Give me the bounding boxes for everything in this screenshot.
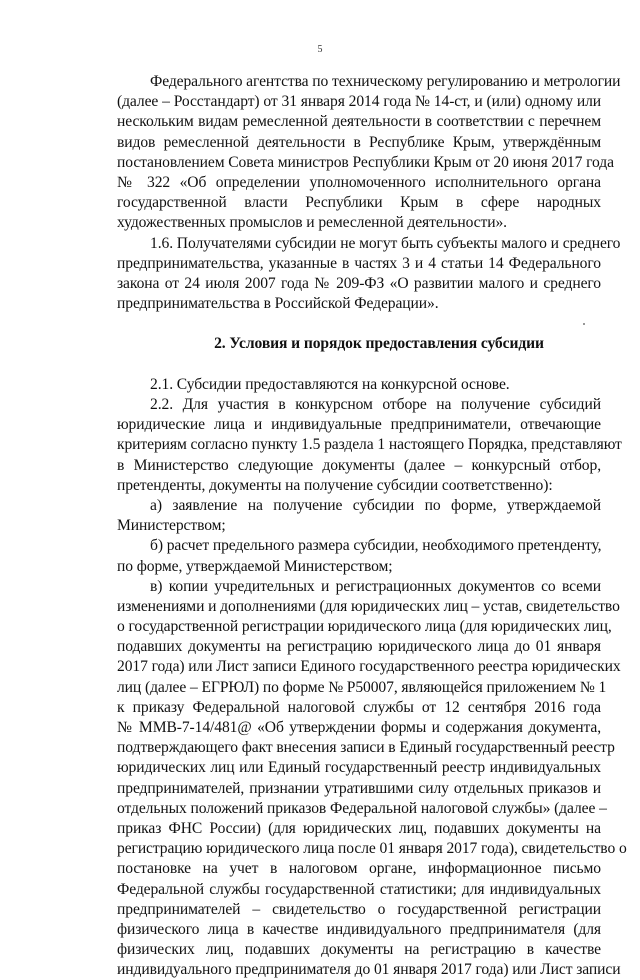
text-line: предпринимателей – свидетельство о государственной регистрации — [117, 900, 601, 918]
text-line: по форме, утверждаемой Министерством; — [117, 557, 393, 575]
document-body — [117, 72, 627, 980]
text-line: 2.2. Для участия в конкурсном отборе на получение субсидий — [150, 396, 601, 413]
text-line: регистрацию юридического лица после 01 января 2017 года), свидетельство о — [117, 840, 627, 858]
text-line: предпринимательства, указанные в частях 3 и 4 статьи 14 Федерального — [117, 254, 601, 272]
text-line: физических лиц, подавших документы на регистрацию в качестве — [117, 941, 601, 959]
text-line: постановке на учет в налоговом органе, информационное письмо — [117, 860, 601, 878]
text-line: о государственной регистрации юридического лица (для юридических лиц, — [117, 618, 612, 636]
text-line: нескольким видам ремесленной деятельности в соответствии с перечнем — [117, 113, 601, 131]
paragraph — [117, 72, 621, 234]
text-line: а) заявление на получение субсидии по форме, утверждаемой — [150, 496, 601, 514]
spacer — [117, 355, 601, 375]
text-line: подавших документы на регистрацию юридического лица до 01 января — [117, 638, 601, 656]
page-number: 5 — [317, 44, 323, 55]
text-line: к приказу Федеральной налоговой службы от 12 сентября 2016 года — [117, 698, 601, 716]
paragraph — [117, 536, 601, 576]
text-line: претенденты, документы на получение субсидии соответственно): — [117, 476, 553, 494]
text-line: физического лица в качестве индивидуального предпринимателя (для — [117, 920, 601, 938]
spacer — [117, 314, 601, 334]
paragraph — [117, 395, 622, 496]
text-line: лиц (далее – ЕГРЮЛ) по форме № Р50007, являющейся приложением № 1 — [117, 678, 607, 696]
text-line: № 322 «Об определении уполномоченного исполнительного органа — [117, 173, 601, 191]
paragraph — [117, 577, 627, 980]
text-line: 2.1. Субсидии предоставляются на конкурсной основе. — [150, 375, 510, 393]
text-line: изменениями и дополнениями (для юридических лиц – устав, свидетельство — [117, 597, 620, 615]
paragraph — [117, 496, 601, 536]
text-line: художественных промыслов и ремесленной деятельности». — [117, 214, 507, 232]
paragraph — [117, 234, 621, 315]
text-line: индивидуального предпринимателя до 01 января 2017 года) или Лист записи — [117, 961, 621, 979]
paragraph — [117, 375, 601, 395]
text-line: юридические лица и индивидуальные предприниматели, отвечающие — [117, 416, 601, 434]
text-line: предпринимательства в Российской Федерации». — [117, 295, 439, 313]
text-line: в Министерство следующие документы (далее – конкурсный отбор, — [117, 456, 601, 474]
text-line: б) расчет предельного размера субсидии, необходимого претенденту, — [150, 537, 602, 555]
text-line: приказ ФНС России) (для юридических лиц, подавших документы на — [117, 819, 601, 837]
text-line: № ММВ-7-14/481@ «Об утверждении формы и содержания документа, — [117, 719, 601, 736]
text-line: 1.6. Получателями субсидии не могут быть субъекты малого и среднего — [150, 234, 621, 252]
text-line: критериям согласно пункту 1.5 раздела 1 настоящего Порядка, представляют — [117, 436, 622, 454]
text-line: отдельных положений приказов Федеральной налоговой службы» (далее – — [117, 799, 607, 817]
text-line: юридических лиц или Единый государственный реестр индивидуальных — [117, 759, 601, 777]
text-line: подтверждающего факт внесения записи в Единый государственный реестр — [117, 739, 615, 757]
text-line: Федеральной службы государственной статистики; для индивидуальных — [117, 880, 601, 898]
text-line: 2017 года) или Лист записи Единого государственного реестра юридических — [117, 658, 621, 676]
text-line: закона от 24 июля 2007 года № 209-ФЗ «О развитии малого и среднего — [117, 274, 601, 292]
text-line: Федерального агентства по техническому регулированию и метрологии — [150, 73, 621, 90]
text-line: постановлением Совета министров Республики Крым от 20 июня 2017 года — [117, 153, 614, 171]
text-line: Министерством; — [117, 517, 226, 535]
section-heading: 2. Условия и порядок предоставления субсидии — [214, 335, 544, 353]
text-line: (далее – Росстандарт) от 31 января 2014 года № 14-ст, и (или) одному или — [117, 93, 601, 111]
text-line: видов ремесленной деятельности в Республике Крым, утверждённым — [117, 133, 601, 151]
text-line: предпринимателей, признании утратившими силу отдельных приказов и — [117, 779, 601, 797]
text-line: государственной власти Республики Крым в сфере народных — [117, 194, 601, 212]
text-line: в) копии учредительных и регистрационных документов со всеми — [150, 577, 601, 595]
